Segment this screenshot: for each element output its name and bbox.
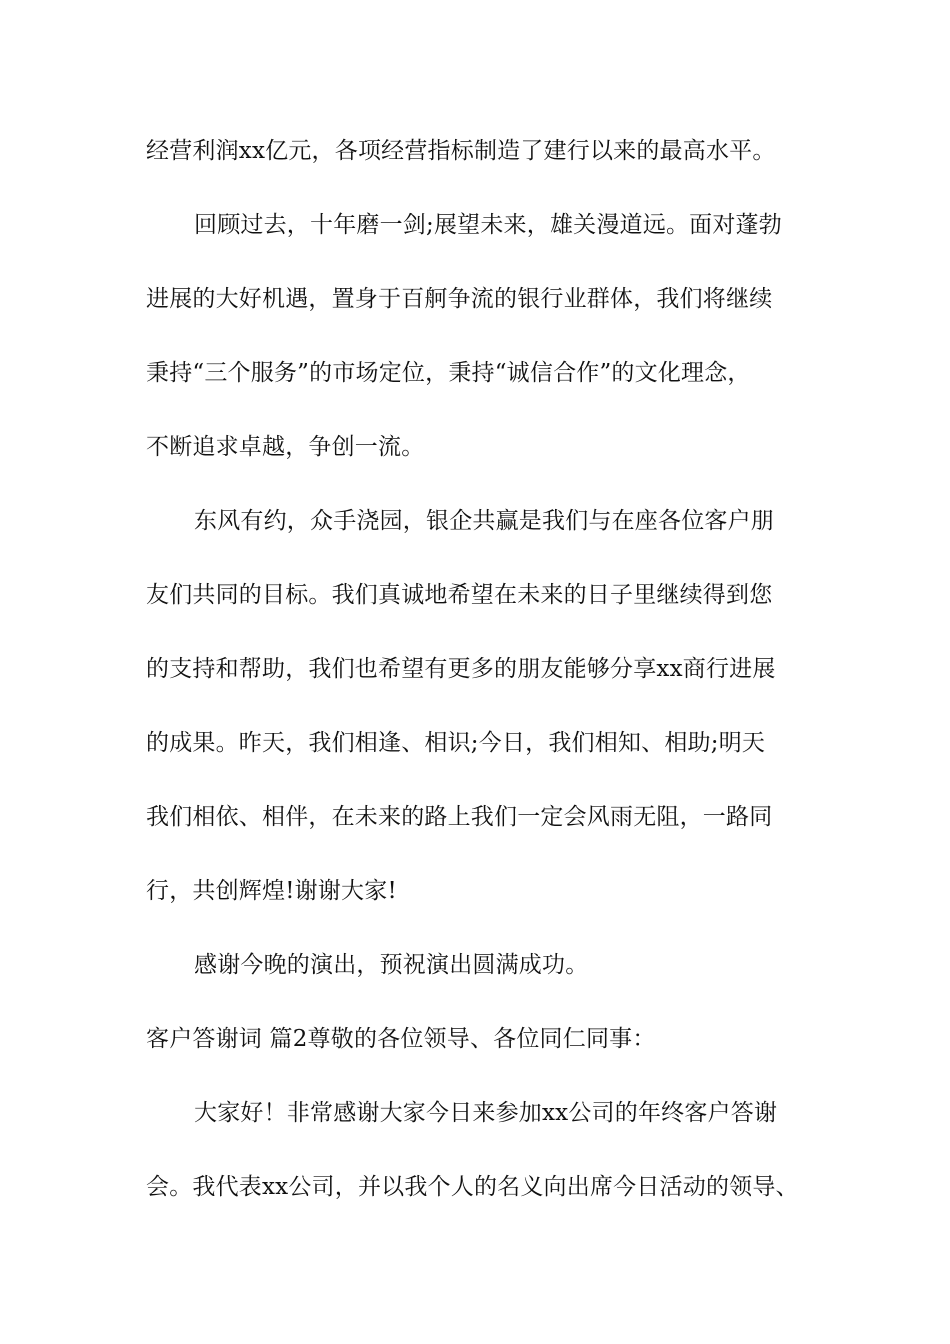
text-line: 秉持“三个服务”的市场定位，秉持“诚信合作”的文化理念， (146, 360, 751, 386)
text-line: 的成果。昨天，我们相逢、相识;今日，我们相知、相助;明天 (146, 730, 766, 756)
text-line: 我们相依、相伴，在未来的路上我们一定会风雨无阻，一路同 (146, 804, 773, 830)
paragraph-start-line: 大家好！非常感谢大家今日来参加xx公司的年终客户答谢 (194, 1100, 778, 1126)
text-line: 会。我代表xx公司，并以我个人的名义向出席今日活动的领导、 (146, 1174, 799, 1200)
paragraph-start-line: 东风有约，众手浇园，银企共赢是我们与在座各位客户朋 (194, 508, 774, 534)
text-line: 不断追求卓越，争创一流。 (146, 434, 425, 460)
text-line: 友们共同的目标。我们真诚地希望在未来的日子里继续得到您 (146, 582, 773, 608)
text-line: 进展的大好机遇，置身于百舸争流的银行业群体，我们将继续 (146, 286, 773, 312)
paragraph-start-line: 感谢今晚的演出，预祝演出圆满成功。 (194, 952, 589, 978)
section-heading-line: 客户答谢词 篇2尊敬的各位领导、各位同仁同事： (146, 1026, 656, 1052)
text-line: 的支持和帮助，我们也希望有更多的朋友能够分享xx商行进展 (146, 656, 776, 682)
paragraph-start-line: 回顾过去，十年磨一剑;展望未来，雄关漫道远。面对蓬勃 (194, 212, 782, 238)
text-line: 行，共创辉煌!谢谢大家! (146, 878, 397, 904)
text-line: 经营利润xx亿元，各项经营指标制造了建行以来的最高水平。 (146, 138, 776, 164)
